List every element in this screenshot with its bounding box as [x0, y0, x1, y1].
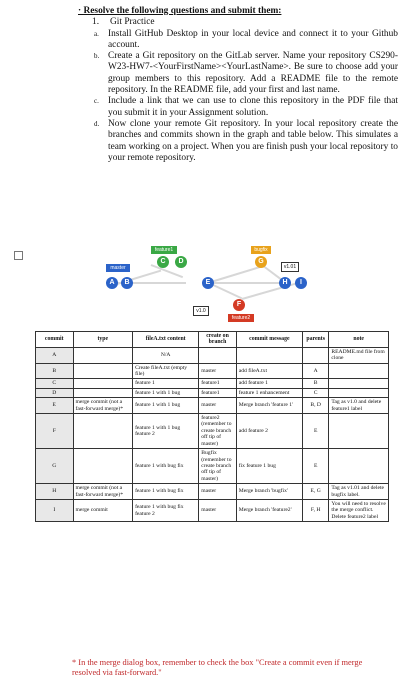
- question-number: 1.: [92, 17, 100, 28]
- step-label: d.: [94, 119, 100, 128]
- branch-tag-bugfix: bugfix: [251, 246, 271, 254]
- column-header: type: [73, 332, 133, 348]
- cell-branch: master: [199, 499, 237, 521]
- commit-node-D: D: [175, 256, 187, 268]
- cell-message: add feature 1: [236, 379, 302, 388]
- edge-E-F: [211, 283, 243, 299]
- cell-message: feature 1 enhancement: [236, 388, 302, 397]
- question-title-text: Git Practice: [110, 17, 155, 28]
- commit-node-A: A: [106, 277, 118, 289]
- column-header: commit: [36, 332, 74, 348]
- step-text: Create a Git repository on the GitLab server. Name your repository CS290-W23-HW7-<YourFirstName><YourLastName>. Be sure to choose add your group members to this repository. Add a README file to the remote repository. In the README file, add your first and last name.: [108, 51, 398, 96]
- column-header: commit message: [236, 332, 302, 348]
- step-label: a.: [94, 29, 99, 38]
- cell-parents: C: [302, 388, 328, 397]
- cell-note: [329, 388, 389, 397]
- cell-commit: A: [36, 347, 74, 363]
- cell-content: feature 1: [133, 379, 199, 388]
- table-row: [36, 388, 389, 397]
- cell-branch: feature1: [199, 379, 237, 388]
- table-row: [36, 379, 389, 388]
- column-header: create on branch: [199, 332, 237, 348]
- commit-node-H: H: [279, 277, 291, 289]
- cell-message: fix feature 1 bug: [236, 449, 302, 484]
- cell-branch: feature1: [199, 388, 237, 397]
- cell-parents: F, H: [302, 499, 328, 521]
- table-row: [36, 398, 389, 414]
- cell-commit: F: [36, 414, 74, 449]
- cell-content: feature 1 with bug fix feature 2: [133, 499, 199, 521]
- cell-content: feature 1 with bug fix: [133, 449, 199, 484]
- commit-node-F: F: [233, 299, 245, 311]
- version-tag-v101: v1.01: [281, 262, 299, 272]
- checkbox[interactable]: [14, 251, 23, 260]
- branch-tag-feature2: feature2: [228, 314, 254, 322]
- cell-parents: A: [302, 363, 328, 379]
- cell-content: feature 1 with bug fix: [133, 484, 199, 500]
- table-row: [36, 449, 389, 484]
- cell-branch: [199, 347, 237, 363]
- cell-parents: E, G: [302, 484, 328, 500]
- cell-message: add feature 2: [236, 414, 302, 449]
- cell-note: [329, 449, 389, 484]
- cell-commit: E: [36, 398, 74, 414]
- cell-commit: D: [36, 388, 74, 397]
- commit-node-C: C: [157, 256, 169, 268]
- commit-node-I: I: [295, 277, 307, 289]
- step-label: b.: [94, 52, 100, 61]
- table-row: [36, 499, 389, 521]
- cell-branch: feature2 (remember to create branch off tip of master): [199, 414, 237, 449]
- cell-type: [73, 363, 133, 379]
- cell-parents: E: [302, 414, 328, 449]
- column-header: note: [329, 332, 389, 348]
- cell-branch: Bugfix (remember to create branch off tip of master): [199, 449, 237, 484]
- step-label: c.: [94, 97, 99, 106]
- step-d: [78, 119, 398, 164]
- cell-type: [73, 347, 133, 363]
- cell-type: [73, 388, 133, 397]
- cell-type: [73, 414, 133, 449]
- commit-node-G: G: [255, 256, 267, 268]
- step-text: Now clone your remote Git repository. In your local repository create the branches and commits shown in the graph and table below. This simulates a team working on a project. When you are finish push your local repository to your remote repository.: [108, 118, 398, 163]
- cell-message: [236, 347, 302, 363]
- step-a: [78, 29, 398, 52]
- footnote: * In the merge dialog box, remember to check the box "Create a commit even if merge resolved via fast-forward.": [72, 658, 363, 677]
- cell-note: README.md file from clone: [329, 347, 389, 363]
- cell-note: [329, 379, 389, 388]
- cell-note: [329, 414, 389, 449]
- column-header: parents: [302, 332, 328, 348]
- section-header: · Resolve the following questions and submit them:: [78, 6, 282, 16]
- commit-node-E: E: [202, 277, 214, 289]
- step-text: Install GitHub Desktop in your local device and connect it to your Github account.: [108, 28, 398, 50]
- cell-commit: B: [36, 363, 74, 379]
- step-text: Include a link that we can use to clone this repository in the PDF file that you submit it in your Assignment solution.: [108, 96, 398, 118]
- cell-message: Merge branch 'bugfix': [236, 484, 302, 500]
- table-row: [36, 414, 389, 449]
- cell-parents: E: [302, 449, 328, 484]
- cell-commit: C: [36, 379, 74, 388]
- cell-message: Merge branch 'feature2': [236, 499, 302, 521]
- cell-type: merge commit: [73, 499, 133, 521]
- cell-content: feature 1 with 1 bug: [133, 398, 199, 414]
- step-b: [78, 51, 398, 96]
- step-c: [78, 96, 398, 119]
- cell-type: merge commit (not a fast-forward merge)*: [73, 398, 133, 414]
- branch-tag-feature1: feature1: [151, 246, 177, 254]
- branch-tag-master: master: [106, 264, 130, 272]
- cell-commit: H: [36, 484, 74, 500]
- cell-commit: I: [36, 499, 74, 521]
- question-title: [92, 17, 398, 28]
- edge-E-G: [211, 265, 263, 283]
- edge-E-H: [212, 282, 284, 284]
- cell-note: Tag as v1.01 and delete bugfix label.: [329, 484, 389, 500]
- cell-branch: master: [199, 484, 237, 500]
- table-row: [36, 347, 389, 363]
- cell-content: Create fileA.txt (empty file): [133, 363, 199, 379]
- cell-type: [73, 379, 133, 388]
- table-header-row: [36, 332, 389, 348]
- cell-note: Tag as v1.0 and delete feature1 label: [329, 398, 389, 414]
- commit-table: [35, 331, 389, 522]
- table-row: [36, 484, 389, 500]
- cell-type: merge commit (not a fast-forward merge)*: [73, 484, 133, 500]
- cell-parents: B: [302, 379, 328, 388]
- cell-branch: master: [199, 363, 237, 379]
- cell-content: feature 1 with 1 bug: [133, 388, 199, 397]
- instructions: [78, 6, 398, 164]
- commit-graph: [95, 246, 310, 324]
- cell-branch: master: [199, 398, 237, 414]
- cell-content: feature 1 with 1 bug feature 2: [133, 414, 199, 449]
- cell-note: [329, 363, 389, 379]
- version-tag-v1: v1.0: [193, 306, 209, 316]
- cell-parents: B, D: [302, 398, 328, 414]
- cell-parents: [302, 347, 328, 363]
- cell-content: N/A: [133, 347, 199, 363]
- commit-node-B: B: [121, 277, 133, 289]
- cell-type: [73, 449, 133, 484]
- cell-note: You will need to resolve the merge conflict. Delete feature2 label: [329, 499, 389, 521]
- cell-message: add fileA.txt: [236, 363, 302, 379]
- column-header: fileA.txt content: [133, 332, 199, 348]
- cell-commit: G: [36, 449, 74, 484]
- cell-message: Merge branch 'feature 1': [236, 398, 302, 414]
- section-header-text: Resolve the following questions and submit them:: [83, 6, 282, 16]
- table-row: [36, 363, 389, 379]
